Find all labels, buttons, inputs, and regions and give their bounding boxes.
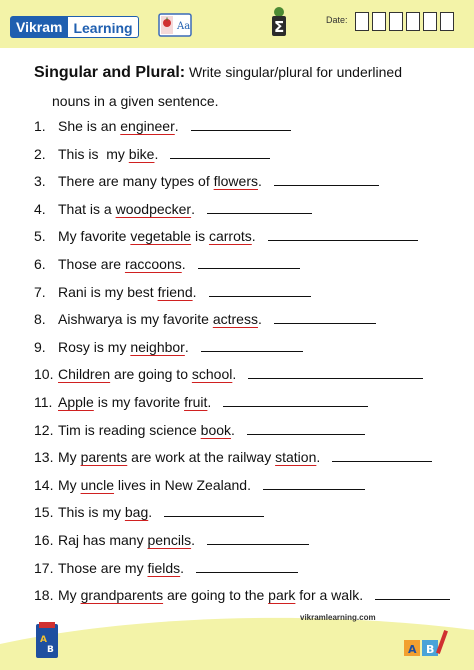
question-number: 7. bbox=[34, 283, 46, 300]
sentence-text: Rosy is my bbox=[58, 338, 131, 355]
sentence-text: . bbox=[192, 283, 197, 300]
sentence-text: Those are bbox=[58, 256, 125, 272]
logo-part1: Vikram bbox=[10, 16, 68, 38]
sentence-text: lives in New Zealand. bbox=[114, 476, 251, 493]
question-number: 2. bbox=[34, 145, 46, 162]
question-number: 16. bbox=[34, 532, 54, 548]
question-item bbox=[34, 173, 379, 193]
sentence-text: for a walk. bbox=[295, 587, 364, 604]
underlined-noun: Children bbox=[58, 366, 111, 383]
sentence-text: This is my bbox=[58, 504, 125, 521]
sentence-text: My bbox=[58, 449, 81, 466]
worksheet-title bbox=[34, 64, 402, 82]
vikram-learning-logo bbox=[10, 16, 142, 38]
sentence-text: Those are my bbox=[58, 559, 148, 576]
underlined-noun: park bbox=[268, 587, 296, 604]
logo-part2: Learning bbox=[68, 16, 138, 38]
sentence-text: Raj has many bbox=[58, 532, 148, 548]
question-number: 5. bbox=[34, 228, 46, 245]
question-number: 15. bbox=[34, 504, 54, 521]
sentence-text: There are many types of bbox=[58, 173, 214, 190]
underlined-noun: grandparents bbox=[80, 587, 164, 604]
question-number: 18. bbox=[34, 587, 54, 604]
question-number: 12. bbox=[34, 421, 54, 438]
question-number: 14. bbox=[34, 476, 54, 493]
underlined-noun: bike bbox=[128, 145, 155, 162]
underlined-noun: fields bbox=[147, 559, 181, 576]
answer-blank[interactable] bbox=[223, 394, 368, 407]
sentence-text: That is a bbox=[58, 200, 116, 217]
sentence-text: Aishwarya is my favorite bbox=[58, 311, 213, 328]
question-item bbox=[34, 201, 312, 221]
sentence-text: . bbox=[258, 173, 262, 190]
question-item bbox=[34, 504, 264, 524]
title-main: Singular and Plural: bbox=[34, 64, 186, 81]
question-item bbox=[34, 560, 298, 580]
sentence-text: . bbox=[154, 145, 159, 162]
website-url: vikramlearning.com bbox=[300, 613, 376, 622]
underlined-noun: vegetable bbox=[130, 228, 192, 245]
sentence-text: My bbox=[58, 587, 81, 604]
sentence-text: . bbox=[181, 256, 186, 272]
answer-blank[interactable] bbox=[191, 118, 291, 131]
underlined-noun: woodpecker bbox=[115, 200, 192, 217]
sentence-text: . bbox=[232, 366, 237, 383]
question-item bbox=[34, 256, 300, 276]
underlined-noun: parents bbox=[80, 449, 128, 466]
question-number: 17. bbox=[34, 559, 54, 576]
sentence-text: . bbox=[316, 449, 321, 466]
underlined-noun: engineer bbox=[120, 118, 175, 134]
sentence-text: are going to the bbox=[163, 587, 269, 604]
sentence-text: She is an bbox=[58, 118, 121, 134]
answer-blank[interactable] bbox=[207, 532, 309, 545]
sentence-text: My bbox=[58, 476, 81, 493]
sentence-text: This is my bbox=[58, 145, 129, 162]
sentence-text: are going to bbox=[110, 366, 192, 383]
sentence-text: Tim is reading science bbox=[58, 421, 201, 438]
underlined-noun: flowers bbox=[213, 173, 258, 190]
question-number: 4. bbox=[34, 200, 46, 217]
letter-blocks-icon bbox=[402, 628, 452, 662]
question-item bbox=[34, 311, 376, 331]
sigma-icon bbox=[266, 6, 292, 38]
question-item bbox=[34, 118, 291, 138]
sentence-text: . bbox=[191, 532, 195, 548]
underlined-noun: station bbox=[275, 449, 317, 466]
underlined-noun: fruit bbox=[184, 394, 208, 410]
underlined-noun: bag bbox=[124, 504, 149, 521]
date-box[interactable] bbox=[406, 12, 420, 31]
sentence-text: . bbox=[231, 421, 235, 438]
answer-blank[interactable] bbox=[196, 560, 298, 573]
question-item bbox=[34, 284, 311, 304]
header-band bbox=[0, 0, 474, 48]
date-box[interactable] bbox=[372, 12, 386, 31]
underlined-noun: raccoons bbox=[124, 256, 182, 272]
svg-text:A: A bbox=[408, 643, 417, 656]
sentence-text: . bbox=[174, 118, 179, 134]
underlined-noun: school bbox=[191, 366, 233, 383]
answer-blank[interactable] bbox=[247, 422, 365, 435]
svg-text:A: A bbox=[40, 635, 47, 645]
sentence-text: . bbox=[207, 394, 212, 410]
alphabet-book-icon bbox=[34, 620, 60, 660]
sentence-text: My favorite bbox=[58, 228, 131, 245]
svg-text:Aa: Aa bbox=[177, 21, 191, 32]
question-number: 13. bbox=[34, 449, 54, 466]
sentence-text: is bbox=[191, 228, 209, 245]
title-instructions: Write singular/plural for underlined bbox=[185, 64, 402, 80]
answer-blank[interactable] bbox=[375, 587, 450, 600]
question-number: 11. bbox=[34, 394, 53, 410]
question-number: 6. bbox=[34, 256, 46, 272]
underlined-noun: pencils bbox=[147, 532, 192, 548]
answer-blank[interactable] bbox=[209, 284, 311, 297]
title-instructions-line2: nouns in a given sentence. bbox=[52, 93, 219, 109]
svg-text:Σ: Σ bbox=[274, 18, 285, 36]
date-box[interactable] bbox=[423, 12, 437, 31]
date-box[interactable] bbox=[440, 12, 454, 31]
underlined-noun: uncle bbox=[80, 476, 115, 493]
question-number: 1. bbox=[34, 118, 46, 134]
question-number: 9. bbox=[34, 338, 46, 355]
answer-blank[interactable] bbox=[201, 339, 303, 352]
sentence-text: . bbox=[184, 338, 189, 355]
answer-blank[interactable] bbox=[164, 504, 264, 517]
date-input-boxes bbox=[355, 12, 454, 31]
question-item bbox=[34, 228, 418, 248]
underlined-noun: actress bbox=[212, 311, 258, 328]
sentence-text: . bbox=[257, 311, 262, 328]
sentence-text: . bbox=[148, 504, 153, 521]
question-item bbox=[34, 449, 432, 469]
book-icon bbox=[158, 12, 192, 38]
question-item bbox=[34, 477, 365, 497]
sentence-text: . bbox=[180, 559, 185, 576]
underlined-noun: book bbox=[200, 421, 232, 438]
answer-blank[interactable] bbox=[198, 256, 300, 269]
sentence-text: is my favorite bbox=[93, 394, 185, 410]
question-item bbox=[34, 394, 368, 414]
underlined-noun: Apple bbox=[58, 394, 94, 410]
question-number: 10. bbox=[34, 366, 54, 383]
question-item bbox=[34, 366, 423, 386]
answer-blank[interactable] bbox=[268, 228, 418, 241]
date-box[interactable] bbox=[355, 12, 369, 31]
answer-blank[interactable] bbox=[274, 311, 376, 324]
sentence-text: . bbox=[191, 200, 195, 217]
question-number: 8. bbox=[34, 311, 46, 328]
underlined-noun: friend bbox=[157, 283, 193, 300]
date-label: Date: bbox=[326, 15, 348, 25]
date-box[interactable] bbox=[389, 12, 403, 31]
underlined-noun: carrots bbox=[208, 228, 252, 245]
answer-blank[interactable] bbox=[332, 449, 432, 462]
answer-blank[interactable] bbox=[248, 366, 423, 379]
answer-blank[interactable] bbox=[170, 146, 270, 159]
question-item bbox=[34, 146, 270, 166]
svg-text:B: B bbox=[47, 645, 54, 655]
question-item bbox=[34, 532, 309, 552]
question-item bbox=[34, 422, 365, 442]
question-item bbox=[34, 339, 303, 359]
underlined-noun: neighbor bbox=[130, 338, 185, 355]
answer-blank[interactable] bbox=[207, 201, 312, 214]
answer-blank[interactable] bbox=[263, 477, 365, 490]
sentence-text: Rani is my best bbox=[58, 283, 158, 300]
sentence-text: are work at the railway bbox=[127, 449, 276, 466]
question-number: 3. bbox=[34, 173, 46, 190]
svg-text:B: B bbox=[426, 643, 435, 656]
sentence-text: . bbox=[251, 228, 256, 245]
answer-blank[interactable] bbox=[274, 173, 379, 186]
